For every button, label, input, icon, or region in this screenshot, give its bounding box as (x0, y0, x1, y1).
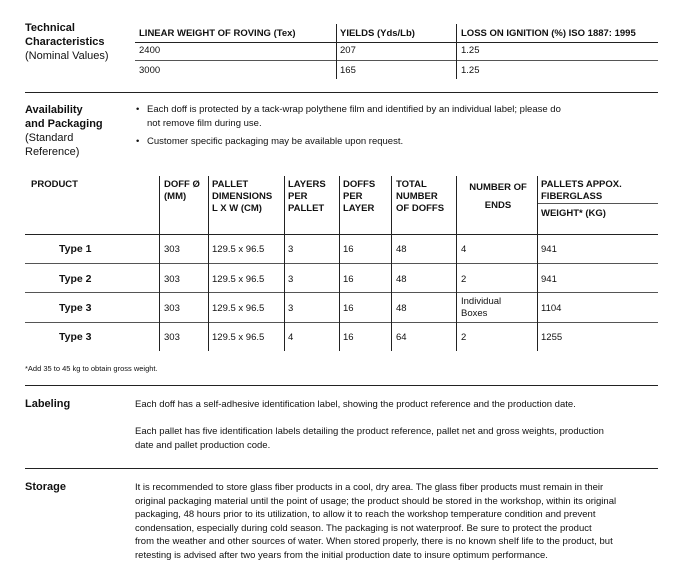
tech-cell: 2400 (139, 45, 161, 56)
storage-line: from the weather and other sources of water. When stored properly, there is no known shelf life to the product, but (135, 536, 613, 547)
product-type-label: Type 3 (59, 331, 92, 343)
weight-header-subrule (537, 203, 658, 204)
storage-line: original packaging material until the point of usage; the product should be stored in the workshop, within its original (135, 495, 617, 507)
ends-cell: 2 (461, 332, 467, 343)
doffs-cell: 16 (343, 274, 354, 285)
tech-col-divider (336, 24, 337, 79)
weight-footnote: *Add 35 to 45 kg to obtain gross weight. (25, 364, 158, 373)
total-cell: 48 (396, 274, 407, 285)
col-header-doff-line1: DOFF Ø (164, 179, 200, 190)
storage-title: Storage (25, 481, 66, 493)
col-header-pallet-line1: PALLET (212, 179, 249, 190)
labeling-section (0, 386, 680, 466)
ends-cell: 2 (461, 274, 467, 285)
availability-title-line2: and Packaging (25, 118, 103, 130)
bullet-icon: • (136, 136, 140, 147)
doff-cell: 303 (164, 332, 180, 343)
storage-line: retesting is advised after two years from the initial production date to insure optimum performance. (135, 549, 548, 561)
tech-header-linear-weight: LINEAR WEIGHT OF ROVING (Tex) (139, 28, 296, 39)
weight-cell: 1104 (541, 303, 562, 314)
labeling-paragraph-1: Each doff has a self-adhesive identification label, showing the product reference and the production date. (135, 399, 576, 410)
doff-cell: 303 (164, 244, 180, 255)
availability-bullet2: Customer specific packaging may be available upon request. (147, 136, 404, 147)
col-header-weight-line3: WEIGHT* (KG) (541, 208, 606, 219)
tech-cell: 165 (340, 65, 356, 76)
availability-subtitle (25, 131, 79, 159)
layers-cell: 3 (288, 303, 294, 314)
doffs-cell: 16 (343, 303, 354, 314)
col-header-ends-line2: ENDS (484, 200, 512, 211)
doff-cell: 303 (164, 303, 180, 314)
tech-col-divider (456, 24, 457, 79)
col-header-product: PRODUCT (31, 179, 78, 190)
tech-header-rule (135, 42, 658, 43)
table-row-rule (25, 263, 658, 264)
total-cell: 48 (396, 303, 407, 314)
storage-line: It is recommended to store glass fiber products in a cool, dry area. The glass fiber products must remain in their (135, 482, 604, 493)
col-header-weight-line2: FIBERGLASS (541, 191, 603, 202)
technical-title-line2: Characteristics (25, 36, 105, 48)
technical-title-line1: Technical (25, 22, 75, 34)
layers-cell: 3 (288, 274, 294, 285)
technical-title (25, 21, 105, 49)
product-table (0, 170, 680, 360)
col-header-total-line1: TOTAL (396, 179, 427, 190)
tech-cell: 1.25 (461, 45, 480, 56)
col-header-layers-line1: LAYERS (288, 179, 326, 190)
col-header-ends-line1: NUMBER OF (469, 182, 527, 193)
storage-section (0, 469, 680, 580)
col-header-doffs-line2: PER (343, 191, 363, 202)
availability-bullet1 (147, 103, 561, 130)
total-cell: 48 (396, 244, 407, 255)
col-header-layers (288, 179, 326, 215)
labeling-paragraph-2 (135, 425, 604, 452)
table-col-divider (284, 176, 285, 351)
technical-section (0, 0, 680, 95)
doffs-cell: 16 (343, 332, 354, 343)
labeling-title: Labeling (25, 398, 71, 410)
availability-section (0, 93, 680, 163)
labeling-paragraph-2-line1: Each pallet has five identification labels detailing the product reference, pallet net and gross weights, production (135, 426, 604, 437)
availability-title-line1: Availability (25, 104, 83, 116)
availability-sub-line1: (Standard (25, 132, 74, 144)
tech-row-rule (135, 60, 658, 61)
availability-sub-line2: Reference) (25, 146, 80, 158)
table-header-rule (25, 234, 658, 235)
labeling-paragraph-2-line2: date and pallet production code. (135, 439, 271, 451)
table-col-divider (537, 176, 538, 351)
tech-header-yields: YIELDS (Yds/Lb) (340, 28, 415, 39)
product-type-label: Type 3 (59, 302, 92, 314)
layers-cell: 3 (288, 244, 294, 255)
technical-subtitle: (Nominal Values) (25, 50, 109, 62)
col-header-total-doffs (396, 179, 444, 215)
col-header-layers-line3: PALLET (288, 203, 325, 214)
ends-cell-line2: Boxes (461, 308, 488, 319)
doff-cell: 303 (164, 274, 180, 285)
col-header-pallet-line2: DIMENSIONS (212, 191, 273, 202)
availability-bullet1-line1: Each doff is protected by a tack-wrap polythene film and identified by an individual label; please do (147, 104, 561, 115)
table-col-divider (456, 176, 457, 351)
col-header-pallet-dimensions (212, 179, 272, 215)
table-col-divider (391, 176, 392, 351)
col-header-total-line2: NUMBER (396, 191, 438, 202)
col-header-doffs-per-layer (343, 179, 375, 215)
storage-line: condensation, especially during cold season. The packaging is not waterproof. Be sure to protect the product (135, 522, 592, 534)
total-cell: 64 (396, 332, 407, 343)
table-col-divider (339, 176, 340, 351)
table-row-rule (25, 292, 658, 293)
product-type-label: Type 1 (59, 243, 92, 255)
storage-paragraph (135, 481, 616, 562)
weight-cell: 1255 (541, 332, 563, 343)
ends-cell (461, 296, 501, 320)
availability-bullet1-line2: not remove film during use. (147, 117, 262, 129)
col-header-pallet-line3: L X W (CM) (212, 203, 262, 214)
pallet-cell: 129.5 x 96.5 (212, 244, 265, 255)
weight-cell: 941 (541, 244, 557, 255)
tech-cell: 207 (340, 45, 356, 56)
pallet-cell: 129.5 x 96.5 (212, 332, 265, 343)
col-header-number-of-ends (459, 182, 537, 212)
doffs-cell: 16 (343, 244, 354, 255)
tech-cell: 3000 (139, 65, 161, 76)
availability-title (25, 103, 103, 131)
pallet-cell: 129.5 x 96.5 (212, 274, 265, 285)
table-row-rule (25, 322, 658, 323)
pallet-cell: 129.5 x 96.5 (212, 303, 265, 314)
layers-cell: 4 (288, 332, 294, 343)
ends-cell-line1: Individual (461, 296, 502, 307)
storage-line: packaging, 48 hours prior to its utilization, to allow it to reach the workshop temperature condition and prevent (135, 509, 596, 520)
weight-cell: 941 (541, 274, 557, 285)
product-type-label: Type 2 (59, 273, 92, 285)
col-header-doffs-line1: DOFFS (343, 179, 376, 190)
tech-header-loss-on-ignition: LOSS ON IGNITION (%) ISO 1887: 1995 (461, 28, 636, 39)
col-header-doff-line2: (MM) (164, 191, 187, 202)
col-header-doff (164, 179, 200, 203)
table-col-divider (159, 176, 160, 351)
col-header-doffs-line3: LAYER (343, 203, 375, 214)
bullet-icon: • (136, 104, 140, 115)
col-header-weight-line1: PALLETS APPOX. (541, 179, 622, 190)
col-header-weight (541, 179, 622, 220)
tech-cell: 1.25 (461, 65, 480, 76)
col-header-layers-line2: PER (288, 191, 308, 202)
col-header-total-line3: OF DOFFS (396, 203, 445, 214)
ends-cell: 4 (461, 244, 467, 255)
table-col-divider (208, 176, 209, 351)
